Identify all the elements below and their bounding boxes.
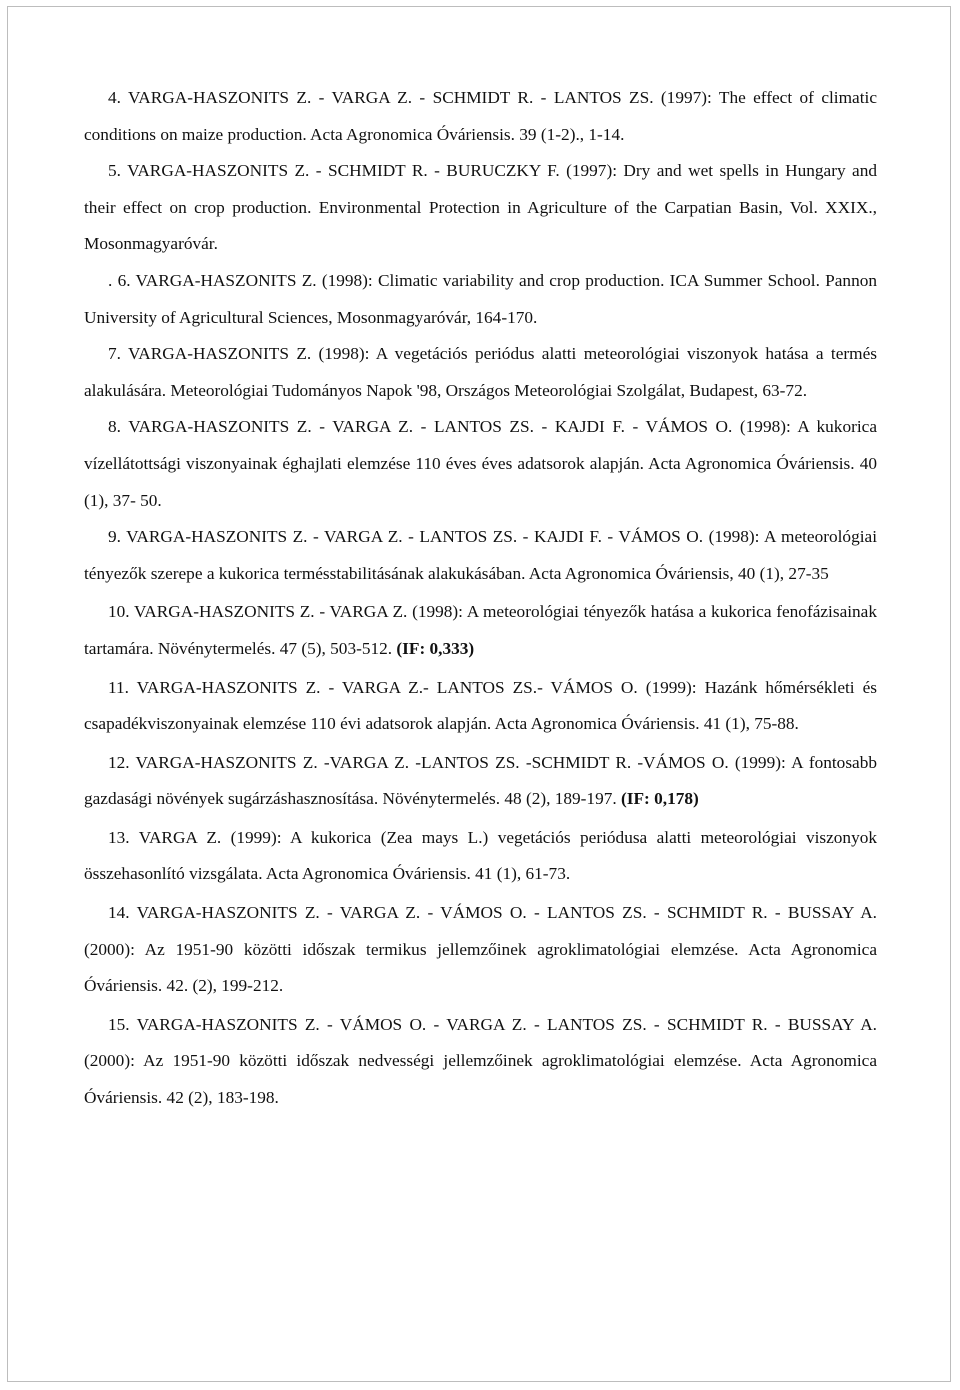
- reference-item-13: 13. VARGA Z. (1999): A kukorica (Zea mays L.) vegetációs periódusa alatti meteorológiai viszonyok összehasonlító vizsgálata. Acta Agronomica Óváriensis. 41 (1), 61-73.: [84, 827, 877, 884]
- reference-item-6: . 6. VARGA-HASZONITS Z. (1998): Climatic variability and crop production. ICA Summer School. Pannon University of Agricultural Sciences, Mosonmagyaróvár, 164-170.: [84, 270, 877, 327]
- impact-factor: (IF: 0,333): [396, 638, 475, 658]
- reference-item-12: 12. VARGA-HASZONITS Z. -VARGA Z. -LANTOS ZS. -SCHMIDT R. -VÁMOS O. (1999): A fontosabb gazdasági növények sugárzáshasznosítása. Növénytermelés. 48 (2), 189-197. (IF: 0,178): [84, 752, 877, 809]
- reference-item-10: 10. VARGA-HASZONITS Z. - VARGA Z. (1998): A meteorológiai tényezők hatása a kukorica fenofázisainak tartamára. Növénytermelés. 47 (5), 503-512. (IF: 0,333): [84, 602, 877, 658]
- impact-factor: (IF: 0,178): [621, 789, 699, 809]
- reference-item-15: 15. VARGA-HASZONITS Z. - VÁMOS O. - VARGA Z. - LANTOS ZS. - SCHMIDT R. - BUSSAY A. (2000): Az 1951-90 közötti időszak nedvességi jellemzőinek agroklimatológiai elemzése. Acta Agronomica Óváriensis. 42 (2), 183-198.: [84, 1014, 877, 1108]
- reference-item-8: 8. VARGA-HASZONITS Z. - VARGA Z. - LANTOS ZS. - KAJDI F. - VÁMOS O. (1998): A kukorica vízellátottsági viszonyainak éghajlati elemzése 110 éves éves adatsorok alapján. Acta Agronomica Óváriensis. 40 (1), 37- 50.: [84, 417, 877, 510]
- reference-item-7: 7. VARGA-HASZONITS Z. (1998): A vegetációs periódus alatti meteorológiai viszonyok hatása a termés alakulására. Meteorológiai Tudományos Napok '98, Országos Meteorológiai Szolgálat, Budapest, 63-72.: [84, 344, 877, 400]
- reference-item-11: 11. VARGA-HASZONITS Z. - VARGA Z.- LANTOS ZS.- VÁMOS O. (1999): Hazánk hőmérsékleti és csapadékviszonyainak elemzése 110 évi adatsorok alapján. Acta Agronomica Óváriensis. 41 (1), 75-88.: [84, 677, 877, 734]
- reference-item-4: 4. VARGA-HASZONITS Z. - VARGA Z. - SCHMIDT R. - LANTOS ZS. (1997): The effect of climatic conditions on maize production. Acta Agronomica Óváriensis. 39 (1-2)., 1-14.: [84, 88, 877, 144]
- reference-item-5: 5. VARGA-HASZONITS Z. - SCHMIDT R. - BURUCZKY F. (1997): Dry and wet spells in Hungary and their effect on crop production. Environmental Protection in Agriculture of the Carpatian Basin, Vol. XXIX., Mosonmagyaróvár.: [84, 161, 877, 254]
- reference-item-14: 14. VARGA-HASZONITS Z. - VARGA Z. - VÁMOS O. - LANTOS ZS. - SCHMIDT R. - BUSSAY A. (2000): Az 1951-90 közötti időszak termikus jellemzőinek agroklimatológiai elemzése. Acta Agronomica Óváriensis. 42. (2), 199-212.: [84, 903, 877, 996]
- reference-item-9: 9. VARGA-HASZONITS Z. - VARGA Z. - LANTOS ZS. - KAJDI F. - VÁMOS O. (1998): A meteorológiai tényezők szerepe a kukorica termésstabilitásának alakukásában. Acta Agronomica Óváriensis, 40 (1), 27-35: [84, 527, 877, 583]
- reference-list: [84, 80, 877, 1117]
